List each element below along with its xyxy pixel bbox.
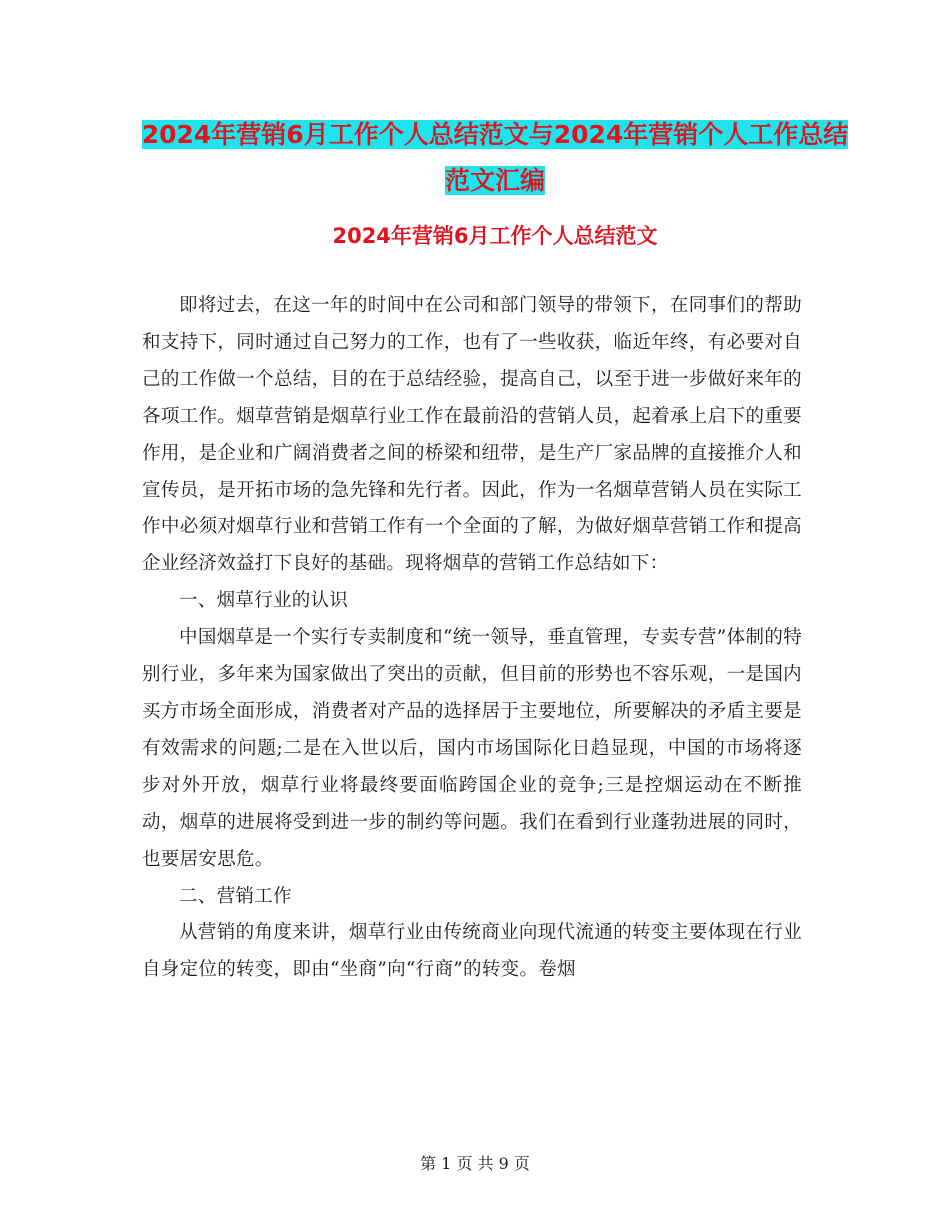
paragraph-intro: 即将过去，在这一年的时间中在公司和部门领导的带领下，在同事们的帮助和支持下，同时通过自己努力的工作，也有了一些收获，临近年终，有必要对自己的工作做一个总结，目的在于总结经验，提高自己，以至于进一步做好来年的各项工作。烟草营销是烟草行业工作在最前沿的营销人员，起着承上启下的重要作用，是企业和广阔消费者之间的桥梁和纽带，是生产厂家品牌的直接推介人和宣传员，是开拓市场的急先锋和先行者。因此，作为一名烟草营销人员在实际工作中必须对烟草行业和营销工作有一个全面的了解，为做好烟草营销工作和提高企业经济效益打下良好的基础。现将烟草的营销工作总结如下： [142, 295, 802, 575]
section-title: 2024年营销6月工作个人总结范文 [332, 224, 658, 248]
heading-industry-understanding: 一、烟草行业的认识 [179, 590, 349, 612]
document-title [140, 112, 850, 204]
page-footer: 第 1 页 共 9 页 [420, 1154, 530, 1173]
document-body [142, 288, 802, 989]
heading-marketing-work: 二、营销工作 [179, 885, 292, 907]
paragraph-industry: 中国烟草是一个实行专卖制度和“统一领导，垂直管理，专卖专营”体制的特别行业，多年来为国家做出了突出的贡献，但目前的形势也不容乐观，一是国内买方市场全面形成，消费者对产品的选择居于主要地位，所要解决的矛盾主要是有效需求的问题;二是在入世以后，国内市场国际化日趋显现，中国的市场将逐步对外开放，烟草行业将最终要面临跨国企业的竞争;三是控烟运动在不断推动，烟草的进展将受到进一步的制约等问题。我们在看到行业蓬勃进展的同时，也要居安思危。 [142, 627, 802, 870]
paragraph-marketing: 从营销的角度来讲，烟草行业由传统商业向现代流通的转变主要体现在行业自身定位的转变，即由“坐商”向“行商”的转变。卷烟 [142, 922, 802, 981]
document-title-text: 2024年营销6月工作个人总结范文与2024年营销个人工作总结范文汇编 [141, 120, 849, 195]
